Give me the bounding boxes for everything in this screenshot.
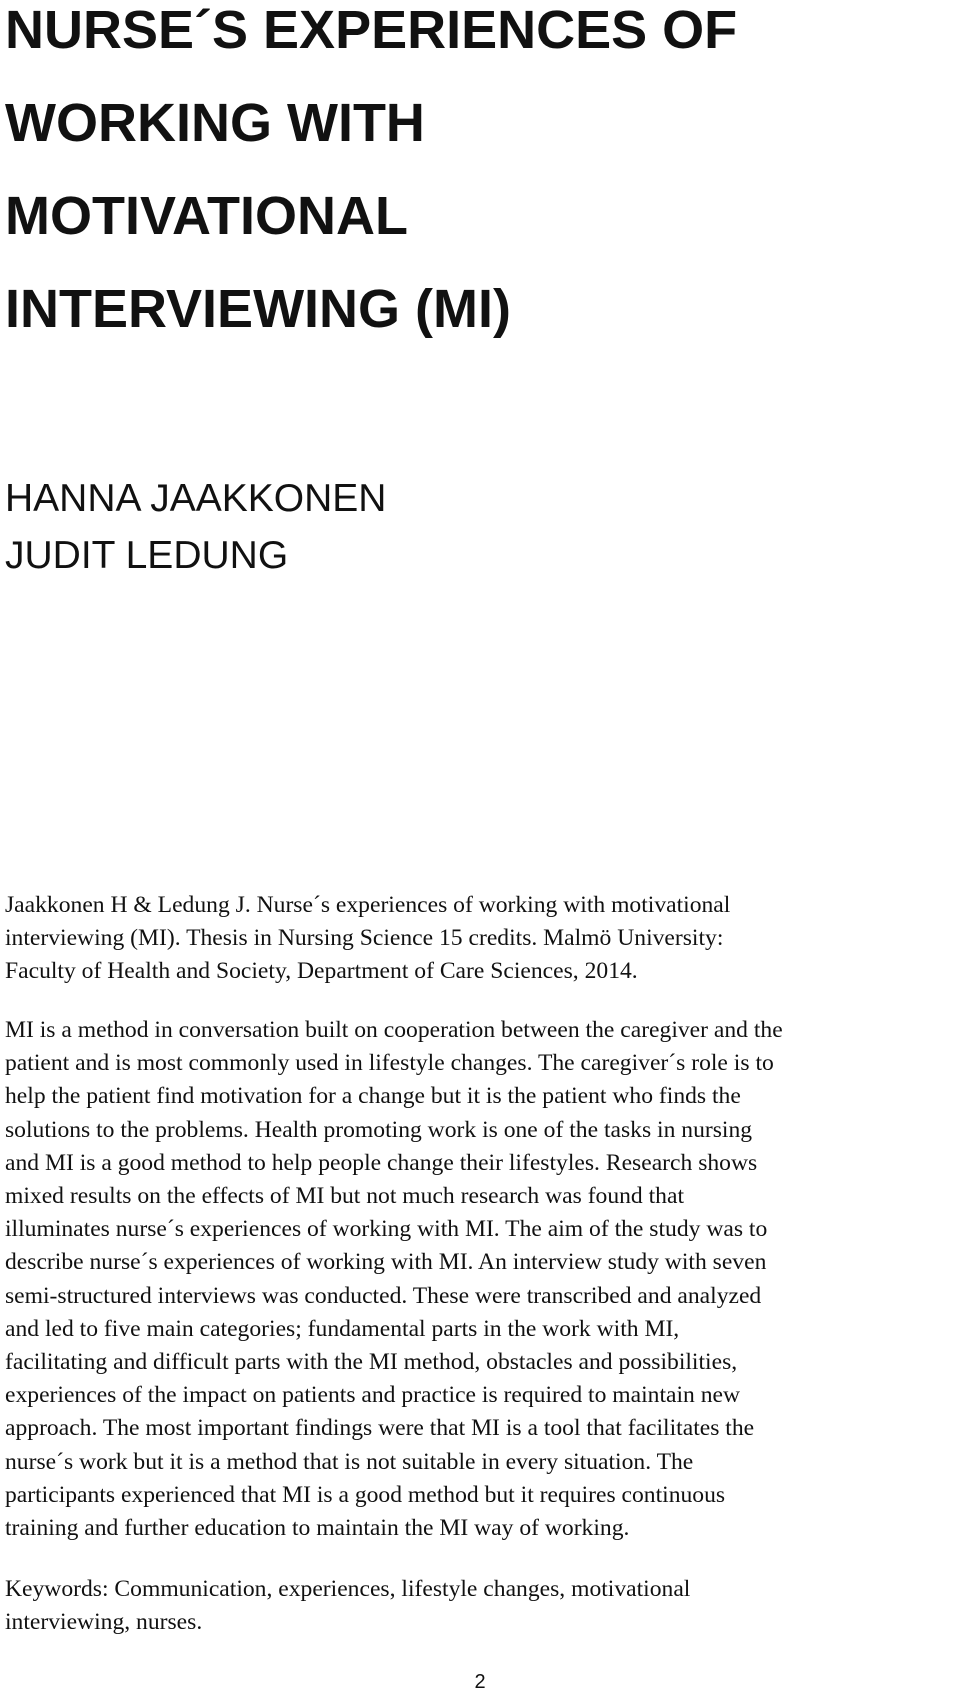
abstract-line: and MI is a good method to help people change their lifestyles. Research shows: [5, 1149, 758, 1176]
author-name: JUDIT LEDUNG: [5, 534, 289, 577]
title-line: MOTIVATIONAL: [5, 186, 408, 246]
citation-line: interviewing (MI). Thesis in Nursing Science 15 credits. Malmö University:: [5, 925, 724, 952]
abstract-line: help the patient find motivation for a change but it is the patient who finds the: [5, 1083, 741, 1110]
abstract-line: describe nurse´s experiences of working with MI. An interview study with seven: [5, 1249, 767, 1276]
title-line: WORKING WITH: [5, 93, 425, 153]
title-line: NURSE´S EXPERIENCES OF: [5, 0, 738, 60]
abstract-line: semi-structured interviews was conducted. These were transcribed and analyzed: [5, 1282, 762, 1309]
keywords-line: interviewing, nurses.: [5, 1609, 203, 1636]
abstract-line: MI is a method in conversation built on cooperation between the caregiver and the: [5, 1017, 783, 1043]
abstract-line: illuminates nurse´s experiences of working with MI. The aim of the study was to: [5, 1216, 768, 1243]
abstract-line: and led to five main categories; fundamental parts in the work with MI,: [5, 1315, 680, 1342]
abstract-line: patient and is most commonly used in lifestyle changes. The caregiver´s role is to: [5, 1050, 774, 1077]
abstract-line: solutions to the problems. Health promoting work is one of the tasks in nursing: [5, 1116, 753, 1143]
citation-line: Faculty of Health and Society, Department of Care Sciences, 2014.: [5, 958, 638, 985]
abstract-line: participants experienced that MI is a good method but it requires continuous: [5, 1481, 726, 1508]
document-title: [5, 0, 945, 356]
citation-paragraph: [5, 889, 950, 989]
abstract-line: facilitating and difficult parts with the MI method, obstacles and possibilities,: [5, 1349, 738, 1376]
abstract-line: approach. The most important findings were that MI is a tool that facilitates the: [5, 1415, 755, 1442]
abstract-line: experiences of the impact on patients and practice is required to maintain new: [5, 1382, 741, 1409]
citation-line: Jaakkonen H & Ledung J. Nurse´s experiences of working with motivational: [5, 892, 731, 918]
keywords-paragraph: [5, 1573, 950, 1639]
author-name: HANNA JAAKKONEN: [5, 477, 387, 520]
abstract-paragraph: [5, 1014, 950, 1545]
title-line: INTERVIEWING (MI): [5, 279, 511, 339]
abstract-line: nurse´s work but it is a method that is not suitable in every situation. The: [5, 1448, 694, 1475]
abstract-line: training and further education to maintain the MI way of working.: [5, 1515, 630, 1542]
keywords-line: Keywords: Communication, experiences, lifestyle changes, motivational: [5, 1576, 691, 1602]
abstract-line: mixed results on the effects of MI but not much research was found that: [5, 1183, 685, 1210]
page-number: 2: [474, 1671, 486, 1693]
author-list: [5, 470, 386, 584]
